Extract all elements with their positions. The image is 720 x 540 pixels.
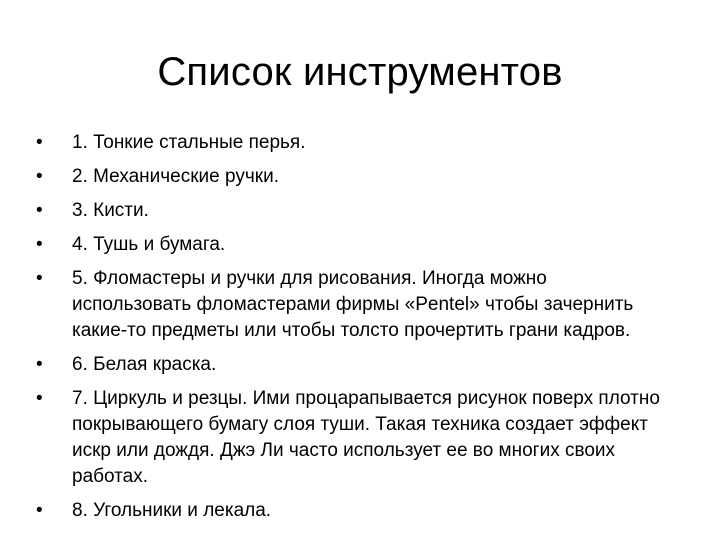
list-item — [36, 198, 668, 224]
list-item-text: 3. Кисти. — [72, 200, 149, 221]
slide-title: Список инструментов — [157, 50, 563, 94]
list-item — [36, 266, 668, 344]
list-item-text: 8. Угольники и лекала. — [72, 500, 272, 521]
bullet-icon: • — [36, 388, 43, 409]
list-item-text: 7. Циркуль и резцы. Ими процарапывается рисунок поверх плотно покрывающего бумагу слоя туши. Такая техника создает эффект искр или дождя. Джэ Ли часто использует ее во многих своих работах. — [72, 388, 660, 487]
bullet-icon: • — [36, 166, 43, 187]
bullet-icon: • — [36, 500, 43, 521]
list-item-text: 2. Механические ручки. — [72, 166, 279, 187]
bullet-icon: • — [36, 132, 43, 153]
list-item — [36, 498, 668, 524]
bullet-icon: • — [36, 234, 43, 255]
list-item — [36, 386, 668, 490]
list-item-text: 6. Белая краска. — [72, 354, 217, 375]
list-item — [36, 164, 668, 190]
bullet-icon: • — [36, 268, 43, 289]
list-item-text: 1. Тонкие стальные перья. — [72, 132, 306, 153]
list-item — [36, 232, 668, 258]
list-item — [36, 352, 668, 378]
bullet-icon: • — [36, 200, 43, 221]
bullet-list — [36, 130, 668, 532]
bullet-icon: • — [36, 354, 43, 375]
list-item-text: 5. Фломастеры и ручки для рисования. Иногда можно использовать фломастерами фирмы «Pentel» чтобы зачернить какие-то предметы или чтобы толсто прочертить грани кадров. — [72, 268, 634, 341]
list-item-text: 4. Тушь и бумага. — [72, 234, 226, 255]
list-item — [36, 130, 668, 156]
